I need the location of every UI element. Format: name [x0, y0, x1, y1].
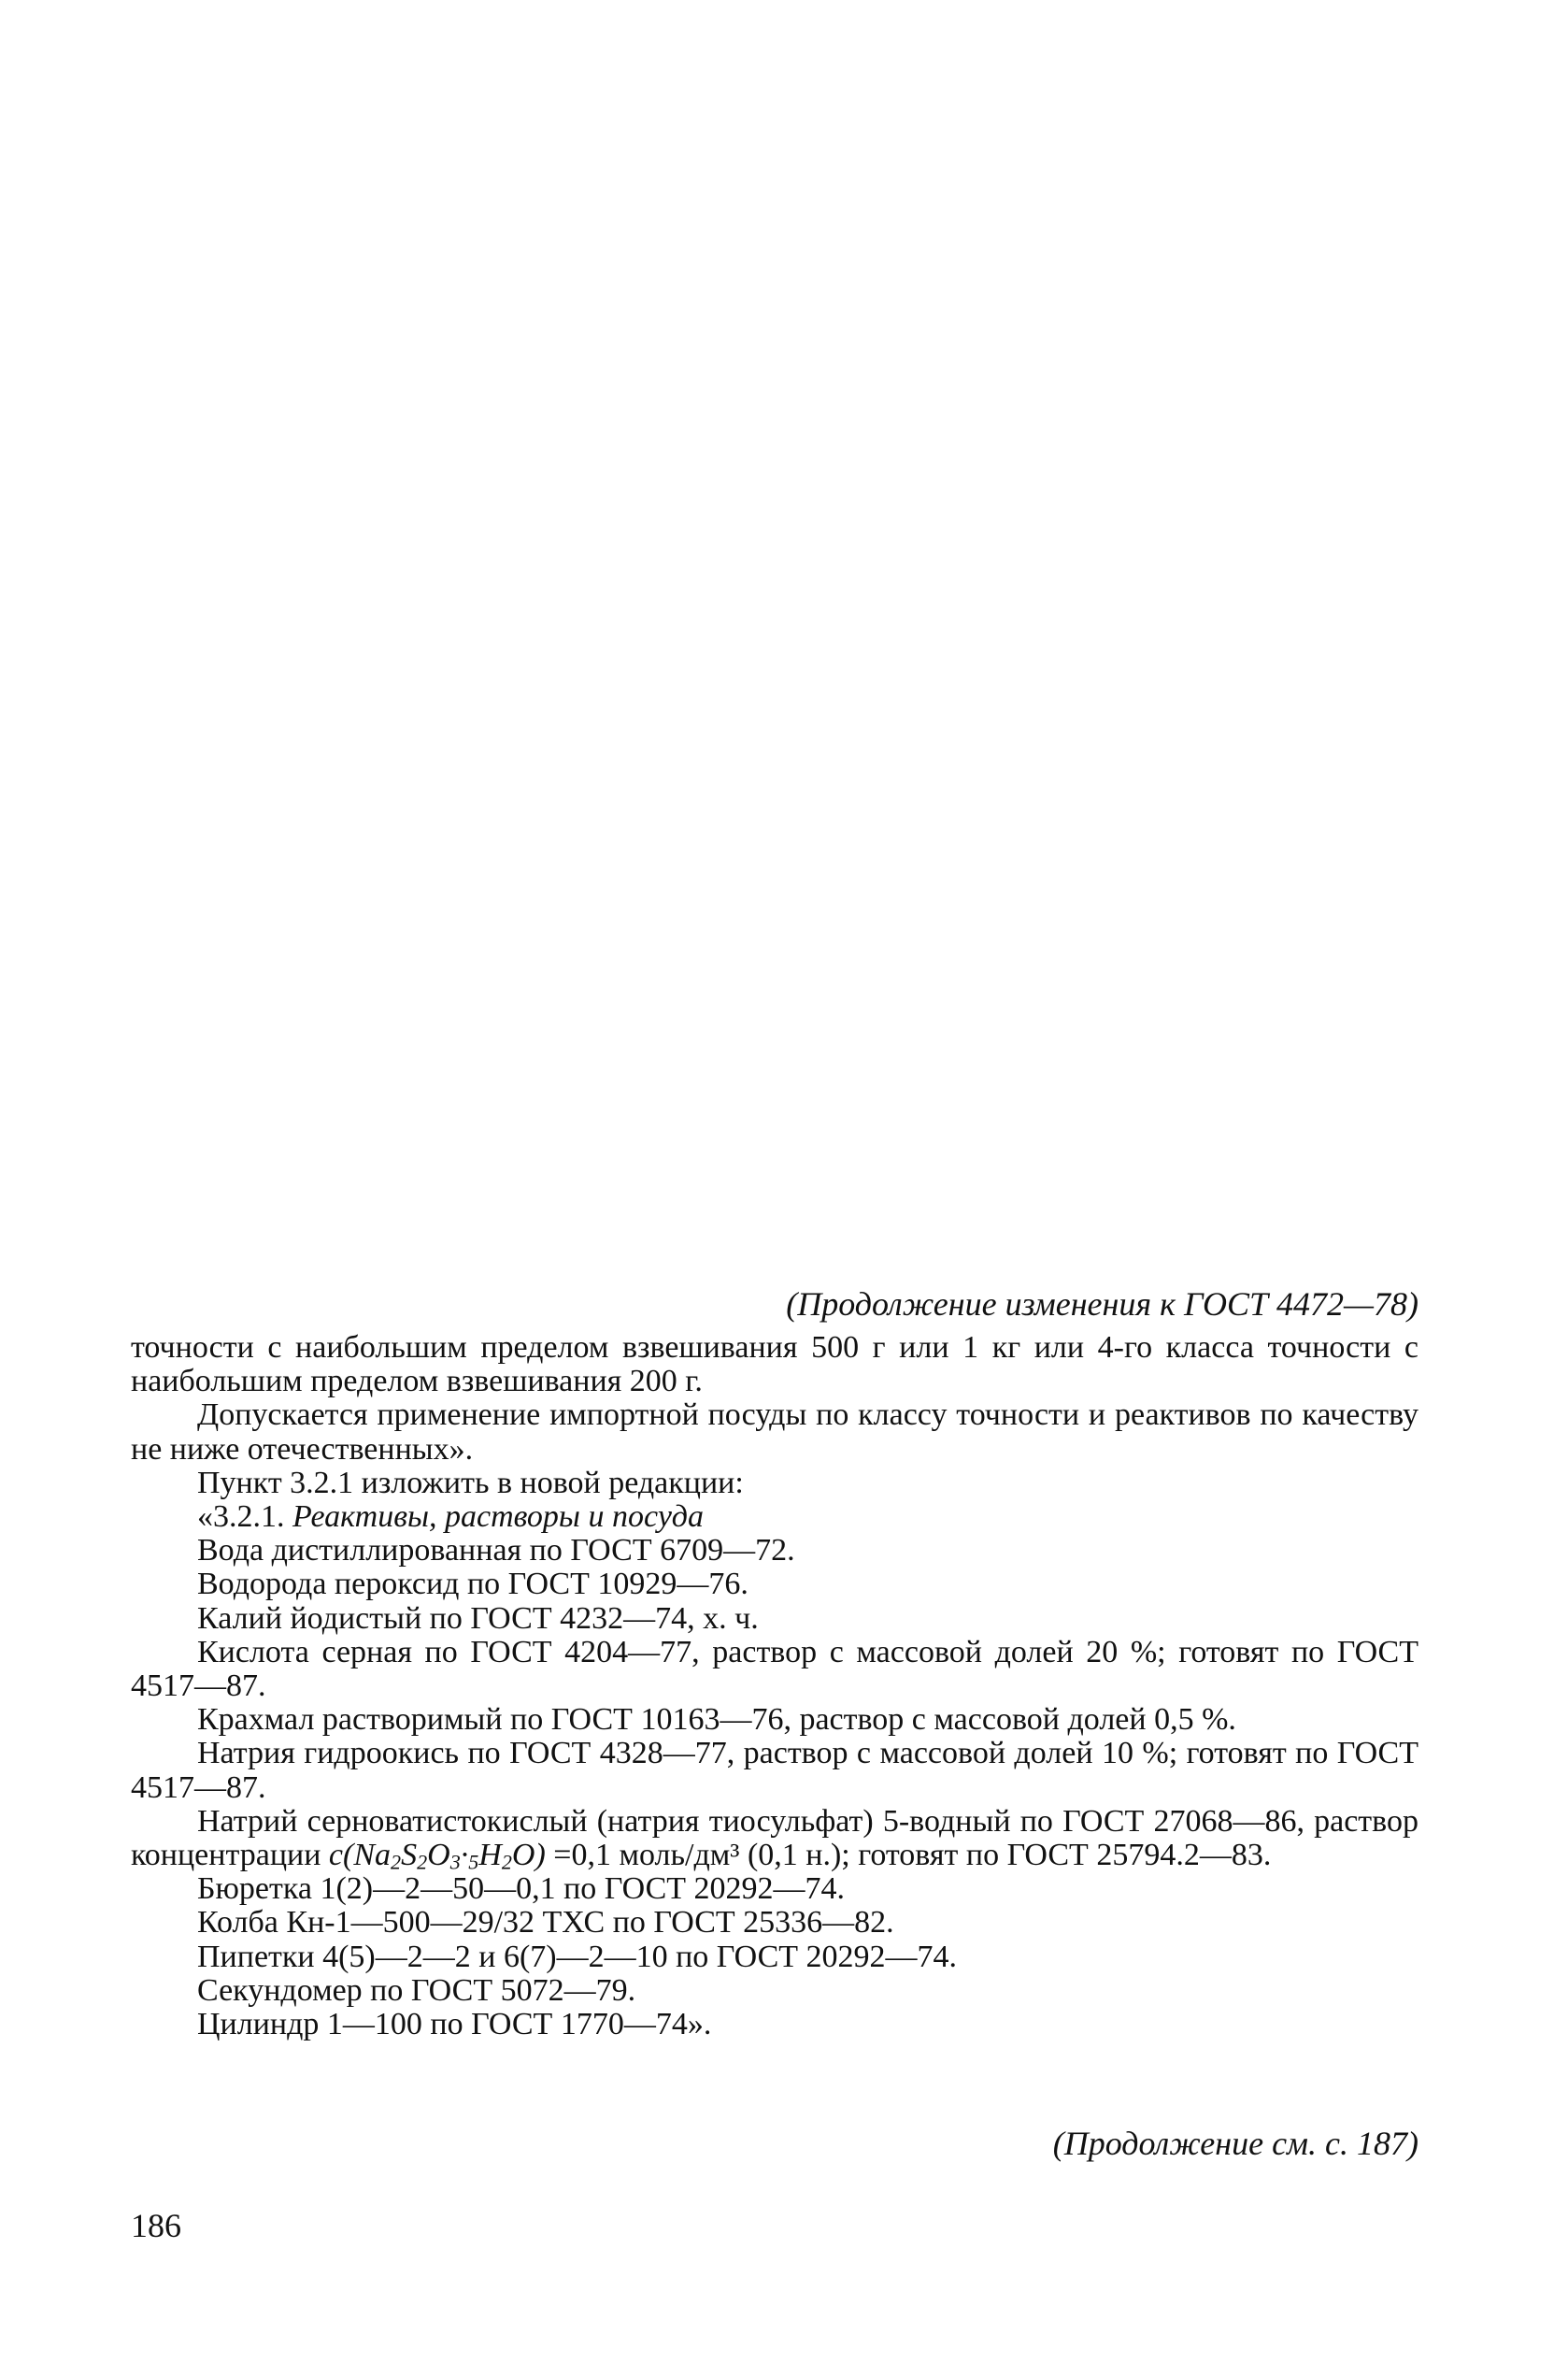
paragraph-11-after: =0,1 моль/дм³ (0,1 н.); готовят по ГОСТ 25794.2—83.: [545, 1838, 1272, 1873]
paragraph-2: Допускается применение импортной посуды по классу точности и реактивов по качеству не ниже отечественных».: [131, 1397, 1418, 1467]
paragraph-7: Калий йодистый по ГОСТ 4232—74, х. ч.: [197, 1600, 759, 1636]
paragraph-11-before: Натрий серноватистокислый (натрия тиосульфат) 5-водный по ГОСТ 27068—86, раствор концентрации: [131, 1803, 1418, 1873]
continuation-header: (Продолжение изменения к ГОСТ 4472—78): [786, 1285, 1418, 1323]
paragraph-6: Водорода пероксид по ГОСТ 10929—76.: [197, 1567, 748, 1602]
continuation-footer: (Продолжение см. с. 187): [1052, 2125, 1418, 2162]
paragraph-11: [131, 1805, 1418, 1872]
section-heading-3-2-1: [131, 1500, 1418, 1534]
paragraph-14: Пипетки 4(5)—2—2 и 6(7)—2—10 по ГОСТ 20292—74.: [197, 1939, 958, 1974]
paragraph-3: Пункт 3.2.1 изложить в новой редакции:: [197, 1465, 744, 1500]
paragraph-5: Вода дистиллированная по ГОСТ 6709—72.: [197, 1533, 795, 1568]
page-number: 186: [131, 2207, 181, 2244]
document-body: [131, 1331, 1418, 2041]
section-title: Реактивы, растворы и посуда: [292, 1499, 705, 1535]
paragraph-8: Кислота серная по ГОСТ 4204—77, раствор с массовой долей 20 %; готовят по ГОСТ 4517—87.: [131, 1634, 1418, 1704]
paragraph-9: Крахмал растворимый по ГОСТ 10163—76, раствор с массовой долей 0,5 %.: [197, 1702, 1236, 1738]
paragraph-15: Секундомер по ГОСТ 5072—79.: [197, 1972, 636, 2008]
section-number: «3.2.1.: [197, 1499, 292, 1535]
paragraph-10: Натрия гидроокись по ГОСТ 4328—77, раствор с массовой долей 10 %; готовят по ГОСТ 4517—87.: [131, 1736, 1418, 1805]
paragraph-12: Бюретка 1(2)—2—50—0,1 по ГОСТ 20292—74.: [197, 1871, 846, 1907]
paragraph-1: точности с наибольшим пределом взвешивания 500 г или 1 кг или 4-го класса точности с наибольшим пределом взвешивания 200 г.: [131, 1330, 1418, 1399]
concentration-formula: $c(Na_2S_2O_3\cdot_5H_2O)$: [328, 1838, 546, 1874]
paragraph-13: Колба Кн-1—500—29/32 ТХС по ГОСТ 25336—82.: [197, 1905, 894, 1941]
paragraph-16: Цилиндр 1—100 по ГОСТ 1770—74».: [197, 2007, 712, 2042]
